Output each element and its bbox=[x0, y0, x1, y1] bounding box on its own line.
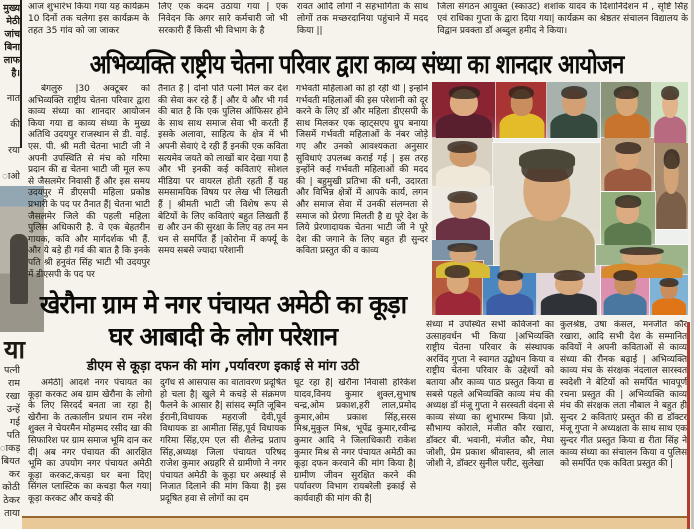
photo-man-glasses-yellow-shirt bbox=[496, 82, 547, 138]
article1-headline bbox=[24, 45, 690, 81]
article2-subheadline: डीएम से कूड़ा दफन की मांग ,पर्यावरण इकाई से मांग उठी bbox=[86, 359, 360, 374]
police-cap-icon bbox=[519, 149, 575, 169]
top-strip-column: रावत आदि लोगों ने सहभागिता के साथ लोगों तक मच्छरदानिया पहुंचाने में मदद किया || bbox=[296, 2, 429, 36]
cutoff-text-fragment: उन्हें bbox=[6, 404, 20, 415]
photo-elderly-man-tan-backdrop bbox=[601, 138, 655, 192]
photo-collage bbox=[432, 82, 688, 315]
cutoff-text-fragment: नात bbox=[6, 93, 20, 104]
cutoff-text-fragment: राम bbox=[7, 378, 20, 389]
cutoff-text-fragment: ाकड़ bbox=[0, 443, 20, 454]
cutoff-text-fragment: बियत bbox=[1, 456, 20, 467]
article1-headline-text: अभिव्यक्ति राष्ट्रीय चेतना परिवार द्वारा काव्य संध्या का शानदार आयोजन bbox=[90, 50, 624, 80]
next-section-top-band bbox=[22, 516, 690, 529]
cutoff-text-fragment: कोठी bbox=[2, 482, 20, 493]
top-strip-column: आज शुभारंभ किया गया यह कार्यक्रम 10 दिनों तक चलेगा इस कार्यक्रम के तहत 35 गांव को जा जाकर bbox=[28, 2, 150, 36]
photo-portrait-stone-carving-backdrop bbox=[655, 143, 688, 229]
cutoff-text-fragment: रया bbox=[8, 145, 20, 156]
article1-column-1: बेंगलुरु |30 अक्टूबर को अभिव्यक्ति राष्ट्रीय चेतना परिवार द्वारा काव्य संध्या का शानदार आयोजन किया गया द्य काव्य संध्या के मुख्य अतिथि उदयपुर राजस्थान से डी. वाई. एस. पी. श्री मती चेतना भाटी जी ने अपनी उपस्थिति से मंच को गरिमा प्रदान की द्य चेतना भाटी जी मूल रूप से जैसलमेर निवासी हैं और इस समय उदयपुर में डीएसपी महिला प्रकोष्ठ प्रभारी के पद पर तैनात हैं| चेतना भाटी जैसलमेर जिले की पहली महिला पुलिस अधिकारी है. वे एक बेहतरीन गायक, कवि और मार्गदर्शक भी हैं. और ये बड़े ही गर्व की बात है कि इनके पति श्री हनुवंत सिंह भाटी भी उदयपुर में डीएसपी के पद पर bbox=[28, 84, 150, 280]
cutoff-text-fragment: बिना bbox=[4, 42, 20, 53]
cutoff-text-fragment: है। bbox=[11, 68, 20, 79]
cutoff-text-fragment: लाफ bbox=[3, 55, 20, 66]
left-margin-fragments-bottom bbox=[0, 364, 20, 520]
cutoff-text-fragment: मेठी bbox=[6, 16, 20, 27]
cutoff-text-fragment: ाओ bbox=[2, 171, 20, 182]
photo-woman-glasses-red-bindi bbox=[537, 266, 601, 315]
article2-headline: खेरौना ग्राम मे नगर पंचायत अमेठी का कूड़ा घर आबादी के लोग परेशान bbox=[39, 290, 407, 351]
cutoff-text-fragment: रखा bbox=[5, 391, 20, 402]
cutoff-text-fragment: पति bbox=[6, 430, 20, 441]
cutoff-text-fragment: की bbox=[10, 119, 20, 130]
cutoff-text-fragment: ताया bbox=[4, 508, 20, 519]
page-edge-red-rule bbox=[687, 322, 690, 529]
article1-column-2: तैनात हैं | दोनों पति पत्नी मिल कर देश की सेवा कर रहे हैं | और ये और भी गर्व की बात है कि एक पुलिस ऑफिसर होने के साथ साथ समाज सेवा भी करती हैं इसके अलावा, साहित्य के क्षेत्र में भी अपनी सेवाएं दे रही हैं इनकी एक कविता सत्यमेव जयते को लाखों बार देखा गया है और भी इनकी कई कविताएं सोशल मीडिया पर वायरल होती रहती हैं यह समसामयिक विषय पर लेख भी लिखती हैं | श्रीमती भाटी जी विशेष रूप से बेटियों के लिए कविताएं बहुत लिखती हैं द्य और उन की सुरक्षा के लिए वह तन मन धन से समर्पित हैं |कोरोना में कर्फ्यू के समय सबसे ज्यादा परेशानी bbox=[158, 84, 288, 257]
photo-man-glasses-green-shirt bbox=[547, 82, 601, 138]
photo-woman-orange-singing-with-mic bbox=[596, 245, 688, 278]
photo-woman-short-hair-glasses bbox=[432, 187, 493, 241]
left-margin-fragments-top bbox=[0, 2, 20, 80]
cutoff-text-fragment: पत्नी bbox=[3, 365, 20, 376]
photo-woman-blue-sari-yellow-flowers bbox=[483, 266, 537, 315]
top-strip-column: लिए एक कदम उठाया गया | एक निवेदन कि अगर सारे कर्मचारी जो भी सरकारी हैं किसी भी विभाग के है bbox=[158, 2, 288, 36]
cutoff-text-fragment: ठेकर bbox=[3, 495, 20, 506]
article1-column-4: संध्या में उपस्थित सभी कविजनों का उत्साहवर्धन भी किया |अभिव्यक्ति राष्ट्रीय चेतना परिवार के संस्थापक अरविंद गुप्ता ने स्वागत उद्बोधन किया व राष्ट्रीय चेतना परिवार के उद्देश्यों को बताया और काव्य पाठ प्रस्तुत किया द्य सबसे पहले अभिव्यक्ति काव्य मंच की अध्यक्ष डॉ मंजू गुप्ता ने सरस्वती वंदना से काव्य संध्या का शुभारम्भ किया |प्रो. सौभाग्य कोराले, मंजीत कौर रखारा, डॉक्टर बी. भवानी, मंजीत कौर, मेघा जोशी, प्रेम प्रकाश श्रीवास्तव, श्री लाल जोशी ने, डॉक्टर सुनील परीट, सुलेखा bbox=[426, 320, 554, 470]
photo-woman-orange-sari bbox=[601, 82, 652, 138]
article2-column-2: दुर्गंध से आसपास का वातावरण प्रदूषित हो चला है| खुले मे कचड़े से संक्रमण फैलने के आसार है| सांसद स्मृति जूबिन ईरानी,विधायक महराजी देवी,पूर्व विधायक डा आमीता सिंह,पूर्व विधायक गरिमा सिंह,एम एल सी शैलेन्द्र प्रताप सिंह,अध्यक्ष जिला पंचायत परिषद राजेश कुमार अग्रहरि से ग्रामीणो ने नगर पंचायत अमेठी के कूड़ा घर अस्थाई से निजात दिलाने की मांग किया है| इस प्रदूषित हवा से लोगों का दम bbox=[160, 378, 286, 504]
article1-column-5: कुलश्रेष्ठ, उषा कंसल, मनजीत कौर रखारा, आदि सभी देश के सम्मानित कवियों ने अपनी कविताओं से काव्य संध्या की रौनक बढ़ाई | अभिव्यक्ति काव्य मंच के संरक्षक नंदलाल सारस्वत स्वदेशी ने बेटियों को समर्पित भावपूर्ण रचना प्रस्तुत की | अभिव्यक्ति काव्य मंच की संरक्षक लता नौबाल ने बहुत ही सुन्दर 2 कविताएं प्रस्तुत की द्य डॉक्टर मंजू गुप्ता ने अध्यक्षता के साथ साथ एक सुन्दर गीत प्रस्तुत किया द्य रीता सिंह ने काव्य संध्या का संचालन किया व पुलिस को समर्पित एक कविता प्रस्तुत की | bbox=[560, 320, 687, 470]
top-strip-column: जिला संगठन आयुक्त (स्काउट) शशांक यादव के दिशानिर्देशन में , सृष्टि सिंह एवं राधिका गुप्ता के द्वारा दिया गया| कार्यक्रम का श्रेष्ठतर संचालन विद्यालय के विद्वान प्रवक्ता डॉ अब्दुल हमीद ने किया। bbox=[437, 2, 688, 36]
cutoff-text-fragment: जांच bbox=[4, 29, 20, 40]
photo-policewoman-khaki-uniform bbox=[493, 143, 601, 273]
article2-column-1: अमेठी| आदर्श नगर पंचायत का कूड़ा करकट अब ग्राम खेरौना के लोगो के लिए सिरदर्द बनता जा रहा है| खेरौना के तत्कालीन प्रधान राम नरेश शुक्ल ने चेयरमैन मोहम्मद रसीद खा की सिफारिश पर ग्राम समाज भूमि दान कर दी| अब नगर पंचायत की आरक्षित भूमि का उपयोग नगर पंचायत अमेठी कूड़ा करकट,कचड़ा घर बना दिए| सिंगल प्लास्टिक का कचड़ा फैल गया| कूड़ा करकट और कचड़े की bbox=[28, 378, 152, 504]
cutoff-text-fragment: गई bbox=[9, 417, 20, 428]
cutoff-text-fragment: मुख्य bbox=[3, 3, 20, 14]
cutoff-text-fragment-large: या bbox=[4, 335, 25, 364]
photo-woman-green-field-backdrop bbox=[601, 192, 655, 246]
photo-woman-dark-hair-maroon-backdrop bbox=[432, 82, 496, 138]
photo-man-orange-shirt-blue-backdrop bbox=[650, 275, 688, 315]
article1-column-3: गर्भवती महिलाओं को हो रही थी | इन्होंने गर्भवती महिलाओं की इस परेशानी को दूर करने के लिए डॉ और महिला डीएसपी के साथ मिलकर एक व्हाट्सएप ग्रुप बनाया जिसमें गर्भवती महिलाओं के नंबर जोड़े गए और उनको आवश्यकता अनुसार सुविधाएं उपलब्ध कराई गई | इस तरह इन्होंने कई गर्भवती महिलाओं की मदद की | बहुमुखी प्रतिभा की धनी, उदारता और विभिन्न क्षेत्रों में आपके कार्य, लगन और समाज सेवा में उनकी संलग्नता से समाज को प्रेरणा मिलती है द्य पूरे देश के लिये प्रेरणादायक चेतना भाटी जी ने पूरे देश की जगाने के लिए बहुत ही सुन्दर कविता प्रस्तुत की व काव्य bbox=[296, 84, 428, 257]
photo-woman-light-green-backdrop bbox=[652, 82, 688, 143]
cutoff-text-fragment: कर bbox=[8, 469, 20, 480]
column-divider-rule bbox=[20, 0, 22, 148]
article2-column-3: घूट रहा है| खेरौना निवासी हरिकेश यादव,विनय कुमार शुक्ल,सुभाष चन्द्र,ओम प्रकाश,हरी लाल,प्रमोद कुमार,ओम प्रकाश सिंह,सरस मिश्र,मुकुल मिश्र, भूपेंद्र कुमार,रवीन्द्र कुमार आदि ने जिलाधिकारी राकेश कुमार मिश्र से नगर पंचायत अमेठी का कूड़ा दफन करवाने की मांग किया है| ग्रामीण जीवन सुरक्षित करने की पर्यावरण विभाग रायबरेली इकाई से कार्यवाही की मांग की है| bbox=[294, 378, 416, 504]
photo-man-cream-jacket bbox=[432, 138, 493, 187]
